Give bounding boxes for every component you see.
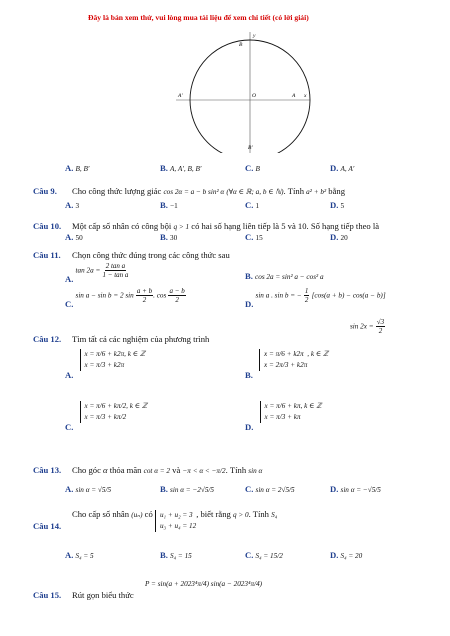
q12-option-a[interactable]: A. x = π/6 + k2π x = π/3 + k2π , k ∈ ℤ (65, 350, 146, 380)
q10-option-d[interactable]: D. 20 (330, 232, 348, 242)
q13-stem: Cho góc α thỏa mãn cot α = 2 và −π < α < −π/2. Tính sin α (72, 465, 263, 475)
q10-stem: Một cấp số nhân có công bội q > 1 có hai số hạng liên tiếp là 5 và 10. Số hạng tiếp theo là (72, 221, 380, 231)
q13-option-d[interactable]: D. sin α = −√5/5 (330, 484, 381, 494)
preview-banner: Đây là bản xem thử, vui lòng mua tài liệu để xem chi tiết (có lời giải) (88, 13, 309, 22)
q12-option-d[interactable]: D. x = π/6 + kπ x = π/3 + kπ , k ∈ ℤ (245, 402, 322, 432)
prev-option-a[interactable]: A. B, B′ (65, 163, 90, 173)
label-a: A (292, 93, 296, 99)
q10-option-b[interactable]: B. 30 (160, 232, 178, 242)
q10-label: Câu 10. (33, 221, 62, 231)
q11-option-d[interactable]: D. sin a . sin b = − $\frac{1}{2}$ [cos(a + b) − cos(a − b)] (245, 287, 386, 310)
label-b: B (239, 42, 243, 48)
q14-label: Câu 14. (33, 521, 62, 531)
q15-stem: Rút gọn biểu thức (72, 590, 134, 600)
q13-option-a[interactable]: A. sin α = √5/5 (65, 484, 112, 494)
q12-equation: sin 2x = $\frac{√3}{2}$ (350, 318, 385, 335)
q9-option-a[interactable]: A. 3 (65, 200, 80, 210)
q15-expression: P = sin(a + 2023⁴π/4) sin(a − 2023⁴π/4) (145, 580, 263, 588)
prev-option-c[interactable]: C. B (245, 163, 260, 173)
q12-option-c[interactable]: C. x = π/6 + kπ/2 x = π/3 + kπ/2 , k ∈ ℤ (65, 402, 148, 432)
q9-option-d[interactable]: D. 5 (330, 200, 345, 210)
q14-option-b[interactable]: B. S₄ = 15 (160, 550, 192, 560)
label-y: y (253, 33, 256, 39)
q9-option-b[interactable]: B. −1 (160, 200, 178, 210)
q14-stem: Cho cấp số nhân (uₙ) có u₁ + u₂ = 3 u₃ + u₄ = 12 , biết rằng q > 0. Tính S₄ (72, 509, 278, 530)
label-a-prime: A' (178, 93, 183, 99)
q11-label: Câu 11. (33, 250, 61, 260)
prev-option-b[interactable]: B. A, A′, B, B′ (160, 163, 202, 173)
q13-option-b[interactable]: B. sin α = −2√5/5 (160, 484, 215, 494)
q10-option-a[interactable]: A. 50 (65, 232, 83, 242)
q14-option-d[interactable]: D. S₄ = 20 (330, 550, 363, 560)
q9-stem: Cho công thức lượng giác cos 2α = a − b sin² α (∀α ∈ ℝ; a, b ∈ ℕ). Tính a² + b² bằng (72, 186, 345, 196)
q13-option-c[interactable]: C. sin α = 2√5/5 (245, 484, 295, 494)
q10-option-c[interactable]: C. 15 (245, 232, 263, 242)
q11-option-b[interactable]: B. cos 2a = sin² a − cos² a (245, 271, 324, 281)
q12-label: Câu 12. (33, 334, 62, 344)
q14-option-a[interactable]: A. S₄ = 5 (65, 550, 94, 560)
q11-option-a[interactable]: A. tan 2a = $\frac{\text{2 tan a}}{\text{1 − tan a}}$ (65, 262, 129, 285)
label-b-prime: B' (248, 145, 253, 151)
label-x: x (304, 93, 307, 99)
q11-option-c[interactable]: C. sin a − sin b = 2 sin $\frac{a + b}{2}$ . cos $\frac{a - b}{2}$ (65, 287, 185, 310)
q12-stem: Tìm tất cả các nghiệm của phương trình (72, 334, 210, 344)
q9-label: Câu 9. (33, 186, 57, 196)
q12-option-b[interactable]: B. x = π/6 + k2π x = 2π/3 + k2π , k ∈ ℤ (245, 350, 329, 380)
q14-option-c[interactable]: C. S₄ = 15/2 (245, 550, 283, 560)
prev-option-d[interactable]: D. A, A′ (330, 163, 355, 173)
q9-option-c[interactable]: C. 1 (245, 200, 260, 210)
q13-label: Câu 13. (33, 465, 62, 475)
label-o: O (252, 93, 256, 99)
q15-label: Câu 15. (33, 590, 62, 600)
unit-circle-diagram (170, 28, 320, 153)
q11-stem: Chọn công thức đúng trong các công thức sau (72, 250, 230, 260)
